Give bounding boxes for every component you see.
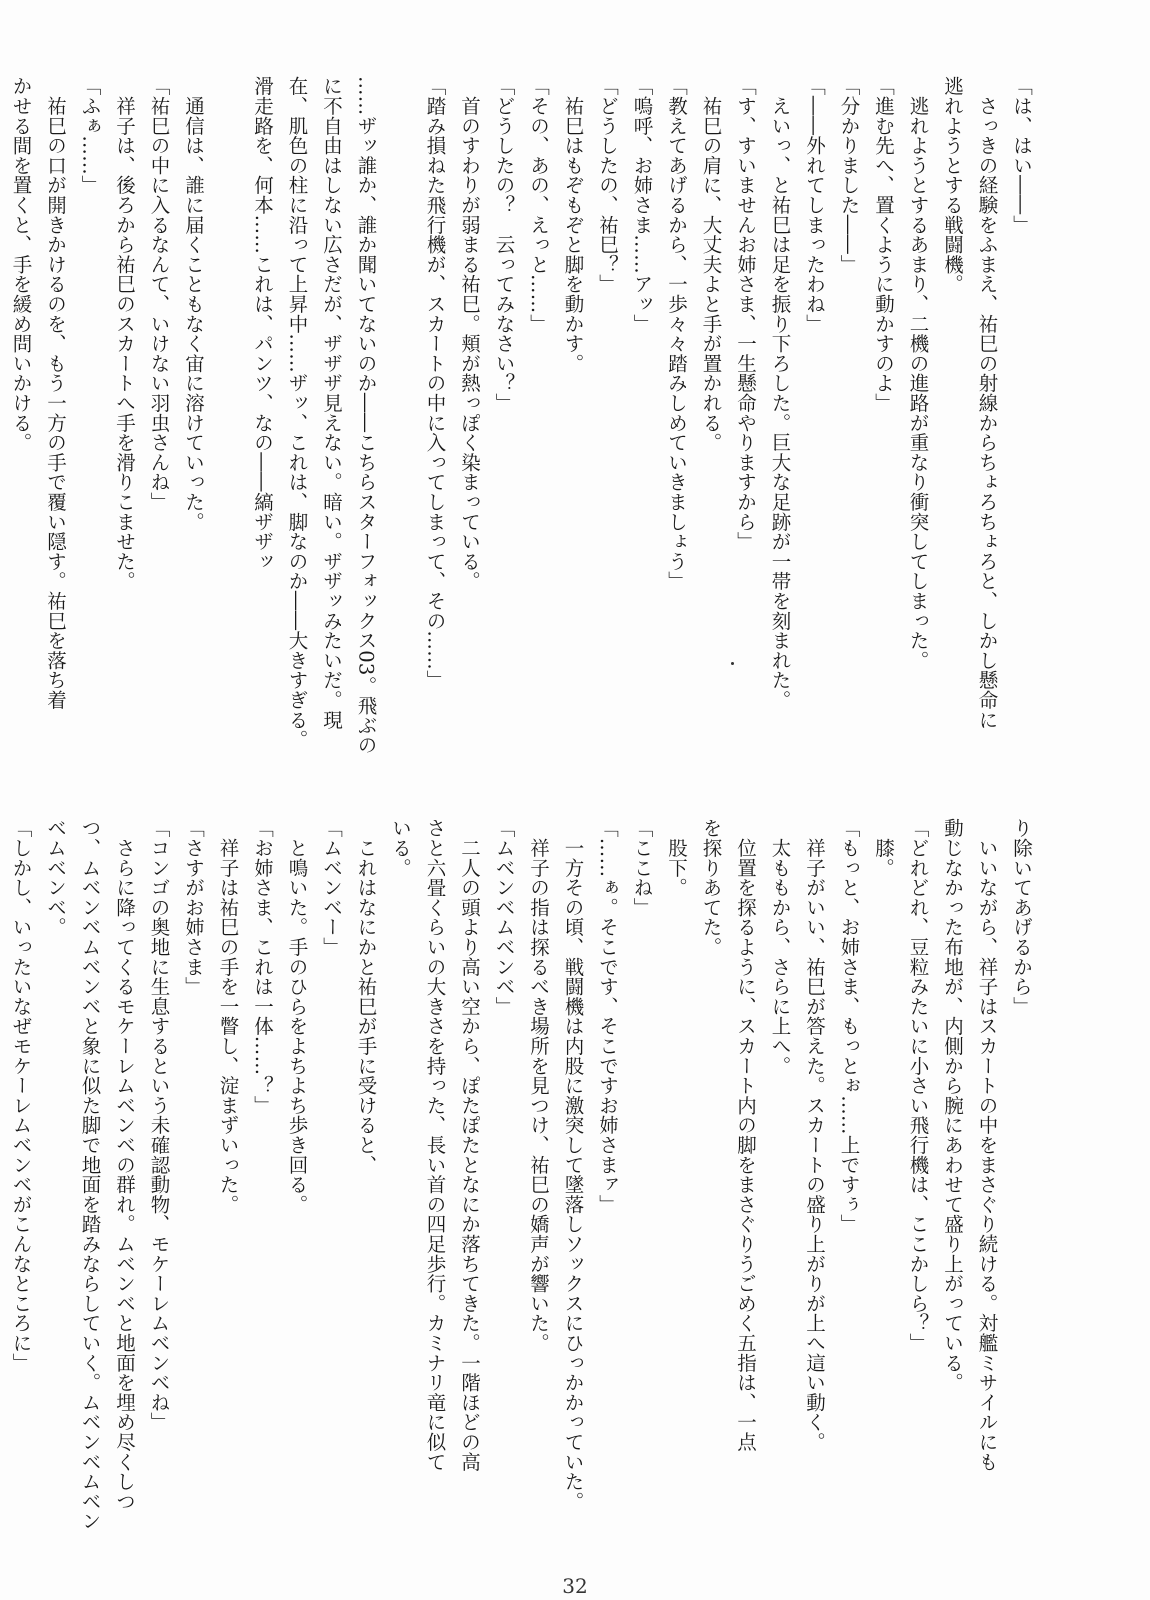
page-number: 32: [562, 1574, 588, 1598]
text-line: り除いてあげるから」: [1010, 818, 1033, 1016]
text-line: 「ふぁ……」: [78, 76, 102, 195]
text-line: つ、ムベンベムベンベと象に似た脚で地面を踏みならしていく。ムベンベムベン: [78, 818, 102, 1531]
text-line: 「す、すいませんお姉さま、一生懸命やりますから」: [734, 76, 757, 552]
text-line: 「……ぁ。そこです、そこですお姉さまァ」: [596, 818, 619, 1214]
text-block-upper: [9, 76, 1038, 756]
text-line: 股下。: [665, 818, 688, 898]
text-line: 祥子がいい、祐巳が答えた。スカートの盛り上がりが上へ這い動く。: [803, 818, 826, 1452]
text-line: かせる間を置くと、手を緩め問いかける。: [9, 76, 33, 453]
text-line: えいっ、と祐巳は足を振り下ろした。巨大な足跡が一帯を刻まれた。: [768, 76, 792, 710]
text-line: 「ここね」: [630, 818, 654, 917]
text-line: [383, 76, 418, 756]
text-line: [0, 76, 3, 756]
text-line: ベムベンベ。: [44, 818, 67, 937]
text-line: 「どれどれ、豆粒みたいに小さい飛行機は、ここかしら？」: [906, 818, 930, 1353]
text-line: 「その、あの、えっと……」: [527, 76, 550, 334]
text-line: いいながら、祥子はスカートの中をまさぐり続ける。対艦ミサイルにも: [975, 818, 999, 1472]
text-line: に不自由はしない広さだが、ザザザ見えない。暗い。ザザッみたいだ。現: [320, 76, 343, 730]
text-line: 「さすがお姉さま」: [182, 818, 205, 997]
text-line: 「嗚呼、お姉さま……アッ」: [630, 76, 654, 334]
text-line: 「コンゴの奥地に生息するという未確認動物、モケーレムベンベね」: [147, 818, 171, 1432]
text-block-lower: [9, 818, 1038, 1531]
text-line: 逃れようとするあまり、二機の進路が重なり衝突してしまった。: [906, 76, 930, 670]
text-line: 「進む先へ、置くように動かすのよ」: [872, 76, 895, 413]
text-line: 祐巳はもぞもぞと脚を動かす。: [561, 76, 585, 373]
text-line: 祥子は祐巳の手を一瞥し、淀まずいった。: [216, 818, 240, 1214]
text-line: 祥子の指は探るべき場所を見つけ、祐巳の嬌声が響いた。: [527, 818, 550, 1353]
text-line: 「踏み損ねた飛行機が、スカートの中に入ってしまって、その……」: [423, 76, 447, 690]
text-line: 滑走路を、何本……これは、パンツ、なの――縞ザザッ: [251, 76, 274, 571]
text-line: さっきの経験をふまえ、祐巳の射線からちょろちょろと、しかし懸命に: [975, 76, 999, 730]
text-line: 祥子は、後ろから祐巳のスカートへ手を滑りこませた。: [113, 76, 136, 591]
text-line: 祐巳の口が開きかけるのを、もう一方の手で覆い隠す。祐巳を落ち着: [44, 76, 67, 710]
text-line: 「もっと、お姉さま、もっとぉ……上ですぅ」: [837, 818, 861, 1234]
text-line: 「は、はい――」: [1010, 76, 1033, 235]
text-line: さらに降ってくるモケーレムベンベの群れ。ムベンベと地面を埋め尽くしつ: [113, 818, 136, 1511]
text-line: 「しかし、いったいなぜモケーレムベンベがこんなところに」: [9, 818, 33, 1373]
text-line: 「どうしたの？ 云ってみなさい？」: [492, 76, 516, 413]
text-line: 「教えてあげるから、一歩々々踏みしめていきましょう」: [665, 76, 688, 591]
text-line: 「お姉さま、これは一体……？」: [251, 818, 274, 1115]
text-line: これはなにかと祐巳が手に受けると、: [354, 818, 378, 1175]
text-line: 「――外れてしまったわね」: [803, 76, 826, 334]
text-line: 「ムベンベムベンベ」: [492, 818, 516, 1016]
text-line: 逃れようとする戦闘機。: [941, 76, 964, 294]
text-line: 位置を探るように、スカート内の脚をまさぐりうごめく五指は、一点: [734, 818, 757, 1452]
text-line: と鳴いた。手のひらをよちよち歩き回る。: [285, 818, 309, 1214]
text-line: 「ムベンベー」: [320, 818, 343, 957]
text-line: 太ももから、さらに上へ。: [768, 818, 792, 1076]
text-line: 「祐巳の中に入るなんて、いけない羽虫さんね」: [147, 76, 171, 512]
text-line: 在、肌色の柱に沿って上昇中……ザッ、これは、脚なのか――大きすぎる。: [285, 76, 309, 750]
text-line: [210, 76, 245, 756]
text-line: 一方その頃、戦闘機は内股に激突して墜落しソックスにひっかかっていた。: [561, 818, 585, 1511]
text-line: ……ザッ誰か、誰か聞いてないのか――こちらスターフォックス03。飛ぶの: [354, 76, 378, 755]
text-line: いる。: [389, 818, 412, 878]
text-line: 二人の頭より高い空から、ぽたぽたとなにか落ちてきた。一階ほどの高: [458, 818, 481, 1472]
stray-mark: [731, 662, 734, 665]
text-line: 膝。: [872, 818, 895, 878]
text-line: 首のすわりが弱まる祐巳。頬が熱っぽく染まっている。: [458, 76, 481, 591]
text-line: 「分かりました――」: [837, 76, 861, 274]
text-line: 祐巳の肩に、大丈夫よと手が置かれる。: [699, 76, 723, 453]
text-line: 通信は、誰に届くこともなく宙に溶けていった。: [182, 76, 205, 532]
text-line: さと六畳くらいの大きさを持った、長い首の四足歩行。カミナリ竜に似て: [423, 818, 447, 1472]
text-line: 「どうしたの、祐巳？」: [596, 76, 619, 294]
text-line: を探りあてた。: [699, 818, 723, 957]
text-line: 動じなかった布地が、内側から腕にあわせて盛り上がっている。: [941, 818, 964, 1393]
